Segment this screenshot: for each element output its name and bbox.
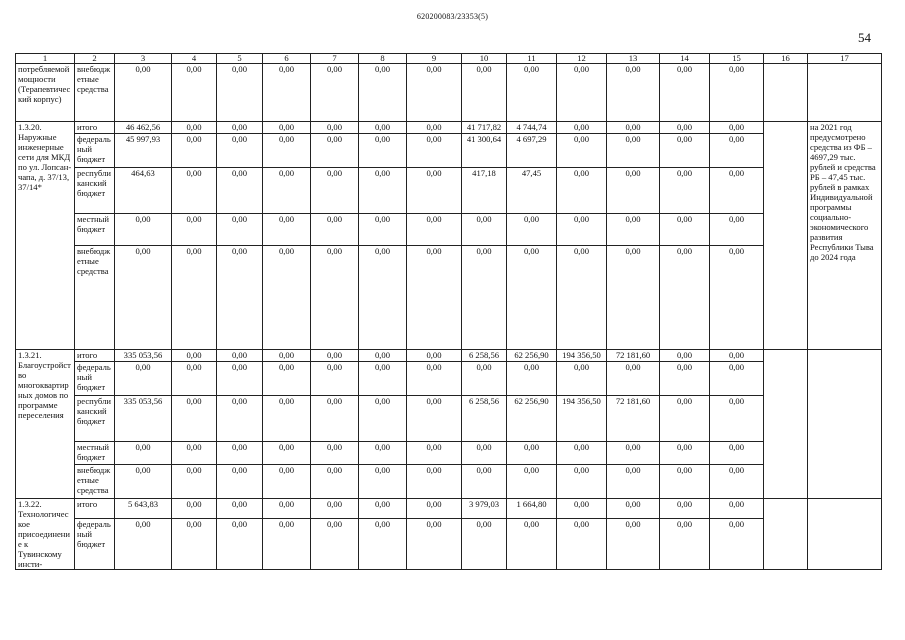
amount-cell: 0,00	[557, 362, 607, 396]
amount-cell: 0,00	[710, 442, 764, 465]
amount-cell: 0,00	[407, 168, 462, 214]
amount-cell: 0,00	[407, 362, 462, 396]
amount-cell: 0,00	[407, 396, 462, 442]
amount-cell: 0,00	[263, 442, 311, 465]
amount-cell: 0,00	[217, 134, 263, 168]
table-row	[16, 64, 882, 122]
amount-cell: 0,00	[710, 499, 764, 519]
table-row	[16, 214, 882, 246]
funding-source: республиканский бюджет	[75, 168, 115, 214]
amount-cell: 0,00	[462, 362, 507, 396]
amount-cell: 0,00	[407, 246, 462, 350]
amount-cell: 0,00	[311, 465, 359, 499]
amount-cell: 0,00	[710, 465, 764, 499]
table-row	[16, 350, 882, 362]
amount-cell: 0,00	[311, 214, 359, 246]
amount-cell: 0,00	[172, 518, 217, 569]
column-number: 9	[407, 54, 462, 64]
amount-cell: 0,00	[359, 518, 407, 569]
amount-cell: 0,00	[660, 168, 710, 214]
amount-cell: 0,00	[660, 246, 710, 350]
amount-cell: 0,00	[217, 168, 263, 214]
table-row	[16, 396, 882, 442]
amount-cell: 0,00	[263, 122, 311, 134]
amount-cell: 0,00	[462, 518, 507, 569]
amount-cell: 72 181,60	[607, 350, 660, 362]
amount-cell: 6 258,56	[462, 396, 507, 442]
amount-cell: 0,00	[710, 396, 764, 442]
column-number: 16	[764, 54, 808, 64]
amount-cell: 0,00	[607, 442, 660, 465]
amount-cell: 0,00	[557, 122, 607, 134]
amount-cell: 0,00	[172, 499, 217, 519]
amount-cell: 0,00	[710, 168, 764, 214]
amount-cell: 0,00	[660, 518, 710, 569]
column-number: 11	[507, 54, 557, 64]
amount-cell: 0,00	[172, 396, 217, 442]
amount-cell: 0,00	[359, 122, 407, 134]
amount-cell: 0,00	[217, 518, 263, 569]
amount-cell: 41 300,64	[462, 134, 507, 168]
amount-cell: 0,00	[507, 442, 557, 465]
funding-source: республиканский бюджет	[75, 396, 115, 442]
note-cell: на 2021 год предусмотрено средства из ФБ – 4697,29 тыс. рублей и средства РБ – 47,45 тыс. рублей в рамках Индивидуальной программы социально-экономического развития Республики Тыва до 2024 года	[808, 122, 882, 350]
amount-cell: 0,00	[710, 246, 764, 350]
amount-cell: 0,00	[462, 442, 507, 465]
amount-cell: 0,00	[660, 214, 710, 246]
amount-cell: 0,00	[359, 362, 407, 396]
amount-cell: 0,00	[217, 465, 263, 499]
amount-cell: 0,00	[217, 64, 263, 122]
amount-cell: 41 717,82	[462, 122, 507, 134]
section-title: 1.3.20. Наружные инженерные сети для МКД по ул. Лопсан-чапа, д. 37/13, 37/14*	[16, 122, 75, 350]
amount-cell: 0,00	[557, 168, 607, 214]
empty-cell	[764, 64, 808, 122]
amount-cell: 335 053,56	[115, 350, 172, 362]
column-number: 12	[557, 54, 607, 64]
funding-source: федеральный бюджет	[75, 134, 115, 168]
amount-cell: 0,00	[407, 518, 462, 569]
empty-cell	[764, 122, 808, 350]
amount-cell: 0,00	[172, 465, 217, 499]
funding-source: федеральный бюджет	[75, 518, 115, 569]
amount-cell: 0,00	[462, 465, 507, 499]
amount-cell: 0,00	[359, 465, 407, 499]
amount-cell: 0,00	[407, 122, 462, 134]
amount-cell: 0,00	[311, 168, 359, 214]
amount-cell: 0,00	[660, 350, 710, 362]
column-number: 15	[710, 54, 764, 64]
amount-cell: 1 664,80	[507, 499, 557, 519]
funding-source: местный бюджет	[75, 442, 115, 465]
amount-cell: 0,00	[660, 442, 710, 465]
note-cell	[808, 499, 882, 570]
amount-cell: 0,00	[557, 134, 607, 168]
amount-cell: 0,00	[217, 396, 263, 442]
amount-cell: 0,00	[311, 362, 359, 396]
column-number: 1	[16, 54, 75, 64]
amount-cell: 0,00	[407, 499, 462, 519]
page-number: 54	[858, 30, 871, 45]
table-row	[16, 168, 882, 214]
document-id: 620200083/23353(5)	[416, 12, 489, 21]
column-number: 13	[607, 54, 660, 64]
amount-cell: 0,00	[263, 518, 311, 569]
amount-cell: 0,00	[557, 442, 607, 465]
column-number: 8	[359, 54, 407, 64]
amount-cell: 0,00	[115, 64, 172, 122]
amount-cell: 0,00	[359, 396, 407, 442]
amount-cell: 0,00	[311, 64, 359, 122]
amount-cell: 0,00	[710, 350, 764, 362]
amount-cell: 0,00	[311, 442, 359, 465]
amount-cell: 0,00	[607, 518, 660, 569]
amount-cell: 417,18	[462, 168, 507, 214]
amount-cell: 62 256,90	[507, 350, 557, 362]
column-number: 14	[660, 54, 710, 64]
amount-cell: 6 258,56	[462, 350, 507, 362]
amount-cell: 0,00	[263, 465, 311, 499]
amount-cell: 0,00	[172, 168, 217, 214]
section-title: потребляемой мощности (Терапевтический корпус)	[16, 64, 75, 122]
amount-cell: 62 256,90	[507, 396, 557, 442]
amount-cell: 0,00	[359, 134, 407, 168]
amount-cell: 4 744,74	[507, 122, 557, 134]
amount-cell: 0,00	[359, 168, 407, 214]
funding-source: внебюджетные средства	[75, 246, 115, 350]
amount-cell: 194 356,50	[557, 396, 607, 442]
amount-cell: 0,00	[311, 246, 359, 350]
amount-cell: 0,00	[217, 350, 263, 362]
amount-cell: 0,00	[359, 442, 407, 465]
amount-cell: 4 697,29	[507, 134, 557, 168]
amount-cell: 0,00	[462, 214, 507, 246]
note-cell	[808, 350, 882, 499]
amount-cell: 0,00	[172, 350, 217, 362]
amount-cell: 0,00	[710, 214, 764, 246]
funding-source: местный бюджет	[75, 214, 115, 246]
amount-cell: 0,00	[217, 122, 263, 134]
amount-cell: 0,00	[172, 64, 217, 122]
amount-cell: 0,00	[660, 396, 710, 442]
amount-cell: 0,00	[660, 362, 710, 396]
amount-cell: 0,00	[557, 64, 607, 122]
amount-cell: 0,00	[607, 499, 660, 519]
funding-source: итого	[75, 122, 115, 134]
amount-cell: 46 462,56	[115, 122, 172, 134]
table-row	[16, 442, 882, 465]
amount-cell: 0,00	[607, 122, 660, 134]
amount-cell: 0,00	[660, 134, 710, 168]
amount-cell: 0,00	[172, 362, 217, 396]
amount-cell: 0,00	[263, 396, 311, 442]
amount-cell: 0,00	[407, 465, 462, 499]
amount-cell: 464,63	[115, 168, 172, 214]
funding-source: внебюджетные средства	[75, 465, 115, 499]
amount-cell: 0,00	[407, 134, 462, 168]
amount-cell: 5 643,83	[115, 499, 172, 519]
amount-cell: 0,00	[217, 214, 263, 246]
amount-cell: 0,00	[607, 465, 660, 499]
amount-cell: 0,00	[217, 442, 263, 465]
column-number: 6	[263, 54, 311, 64]
amount-cell: 335 053,56	[115, 396, 172, 442]
amount-cell: 0,00	[172, 246, 217, 350]
column-number: 2	[75, 54, 115, 64]
amount-cell: 0,00	[607, 214, 660, 246]
amount-cell: 0,00	[263, 214, 311, 246]
section-title: 1.3.21. Благоустройство многоквартирных домов по программе переселения	[16, 350, 75, 499]
amount-cell: 0,00	[507, 64, 557, 122]
table-row	[16, 122, 882, 134]
amount-cell: 0,00	[710, 518, 764, 569]
amount-cell: 45 997,93	[115, 134, 172, 168]
amount-cell: 0,00	[263, 362, 311, 396]
amount-cell: 0,00	[359, 64, 407, 122]
amount-cell: 0,00	[660, 465, 710, 499]
amount-cell: 194 356,50	[557, 350, 607, 362]
column-number: 3	[115, 54, 172, 64]
amount-cell: 0,00	[311, 518, 359, 569]
amount-cell: 0,00	[507, 246, 557, 350]
amount-cell: 0,00	[311, 499, 359, 519]
amount-cell: 0,00	[115, 246, 172, 350]
amount-cell: 0,00	[217, 362, 263, 396]
amount-cell: 0,00	[607, 246, 660, 350]
empty-cell	[764, 499, 808, 570]
amount-cell: 0,00	[115, 362, 172, 396]
amount-cell: 0,00	[359, 499, 407, 519]
amount-cell: 0,00	[407, 350, 462, 362]
amount-cell: 0,00	[557, 465, 607, 499]
amount-cell: 0,00	[172, 122, 217, 134]
amount-cell: 0,00	[507, 362, 557, 396]
amount-cell: 0,00	[710, 134, 764, 168]
amount-cell: 0,00	[607, 134, 660, 168]
table-row	[16, 246, 882, 350]
amount-cell: 0,00	[557, 246, 607, 350]
amount-cell: 0,00	[172, 134, 217, 168]
amount-cell: 3 979,03	[462, 499, 507, 519]
funding-source: федеральный бюджет	[75, 362, 115, 396]
amount-cell: 72 181,60	[607, 396, 660, 442]
column-number: 5	[217, 54, 263, 64]
amount-cell: 0,00	[462, 246, 507, 350]
amount-cell: 0,00	[115, 518, 172, 569]
amount-cell: 0,00	[359, 350, 407, 362]
amount-cell: 0,00	[660, 122, 710, 134]
amount-cell: 0,00	[359, 246, 407, 350]
amount-cell: 0,00	[115, 214, 172, 246]
column-number: 7	[311, 54, 359, 64]
amount-cell: 0,00	[263, 499, 311, 519]
amount-cell: 0,00	[557, 518, 607, 569]
column-number: 17	[808, 54, 882, 64]
amount-cell: 0,00	[462, 64, 507, 122]
amount-cell: 0,00	[311, 122, 359, 134]
amount-cell: 0,00	[311, 350, 359, 362]
empty-cell	[764, 350, 808, 499]
amount-cell: 0,00	[263, 246, 311, 350]
amount-cell: 0,00	[263, 350, 311, 362]
amount-cell: 0,00	[507, 518, 557, 569]
amount-cell: 0,00	[115, 442, 172, 465]
amount-cell: 0,00	[115, 465, 172, 499]
amount-cell: 0,00	[557, 214, 607, 246]
amount-cell: 0,00	[311, 134, 359, 168]
table-row	[16, 518, 882, 569]
amount-cell: 0,00	[407, 214, 462, 246]
amount-cell: 47,45	[507, 168, 557, 214]
amount-cell: 0,00	[407, 64, 462, 122]
amount-cell: 0,00	[607, 168, 660, 214]
amount-cell: 0,00	[263, 168, 311, 214]
amount-cell: 0,00	[407, 442, 462, 465]
table-row	[16, 362, 882, 396]
column-number-row	[16, 54, 882, 64]
budget-table	[15, 53, 882, 570]
amount-cell: 0,00	[710, 362, 764, 396]
amount-cell: 0,00	[311, 396, 359, 442]
amount-cell: 0,00	[359, 214, 407, 246]
amount-cell: 0,00	[660, 64, 710, 122]
amount-cell: 0,00	[217, 499, 263, 519]
amount-cell: 0,00	[607, 64, 660, 122]
amount-cell: 0,00	[507, 214, 557, 246]
amount-cell: 0,00	[217, 246, 263, 350]
amount-cell: 0,00	[172, 214, 217, 246]
funding-source: внебюджетные средства	[75, 64, 115, 122]
table-row	[16, 465, 882, 499]
column-number: 10	[462, 54, 507, 64]
table-row	[16, 499, 882, 519]
amount-cell: 0,00	[172, 442, 217, 465]
amount-cell: 0,00	[263, 64, 311, 122]
amount-cell: 0,00	[710, 64, 764, 122]
amount-cell: 0,00	[660, 499, 710, 519]
column-number: 4	[172, 54, 217, 64]
amount-cell: 0,00	[607, 362, 660, 396]
table-row	[16, 134, 882, 168]
amount-cell: 0,00	[507, 465, 557, 499]
amount-cell: 0,00	[263, 134, 311, 168]
amount-cell: 0,00	[557, 499, 607, 519]
note-cell	[808, 64, 882, 122]
funding-source: итого	[75, 350, 115, 362]
amount-cell: 0,00	[710, 122, 764, 134]
section-title: 1.3.22. Технологическое присоединение к Тувинскому инсти-	[16, 499, 75, 570]
funding-source: итого	[75, 499, 115, 519]
